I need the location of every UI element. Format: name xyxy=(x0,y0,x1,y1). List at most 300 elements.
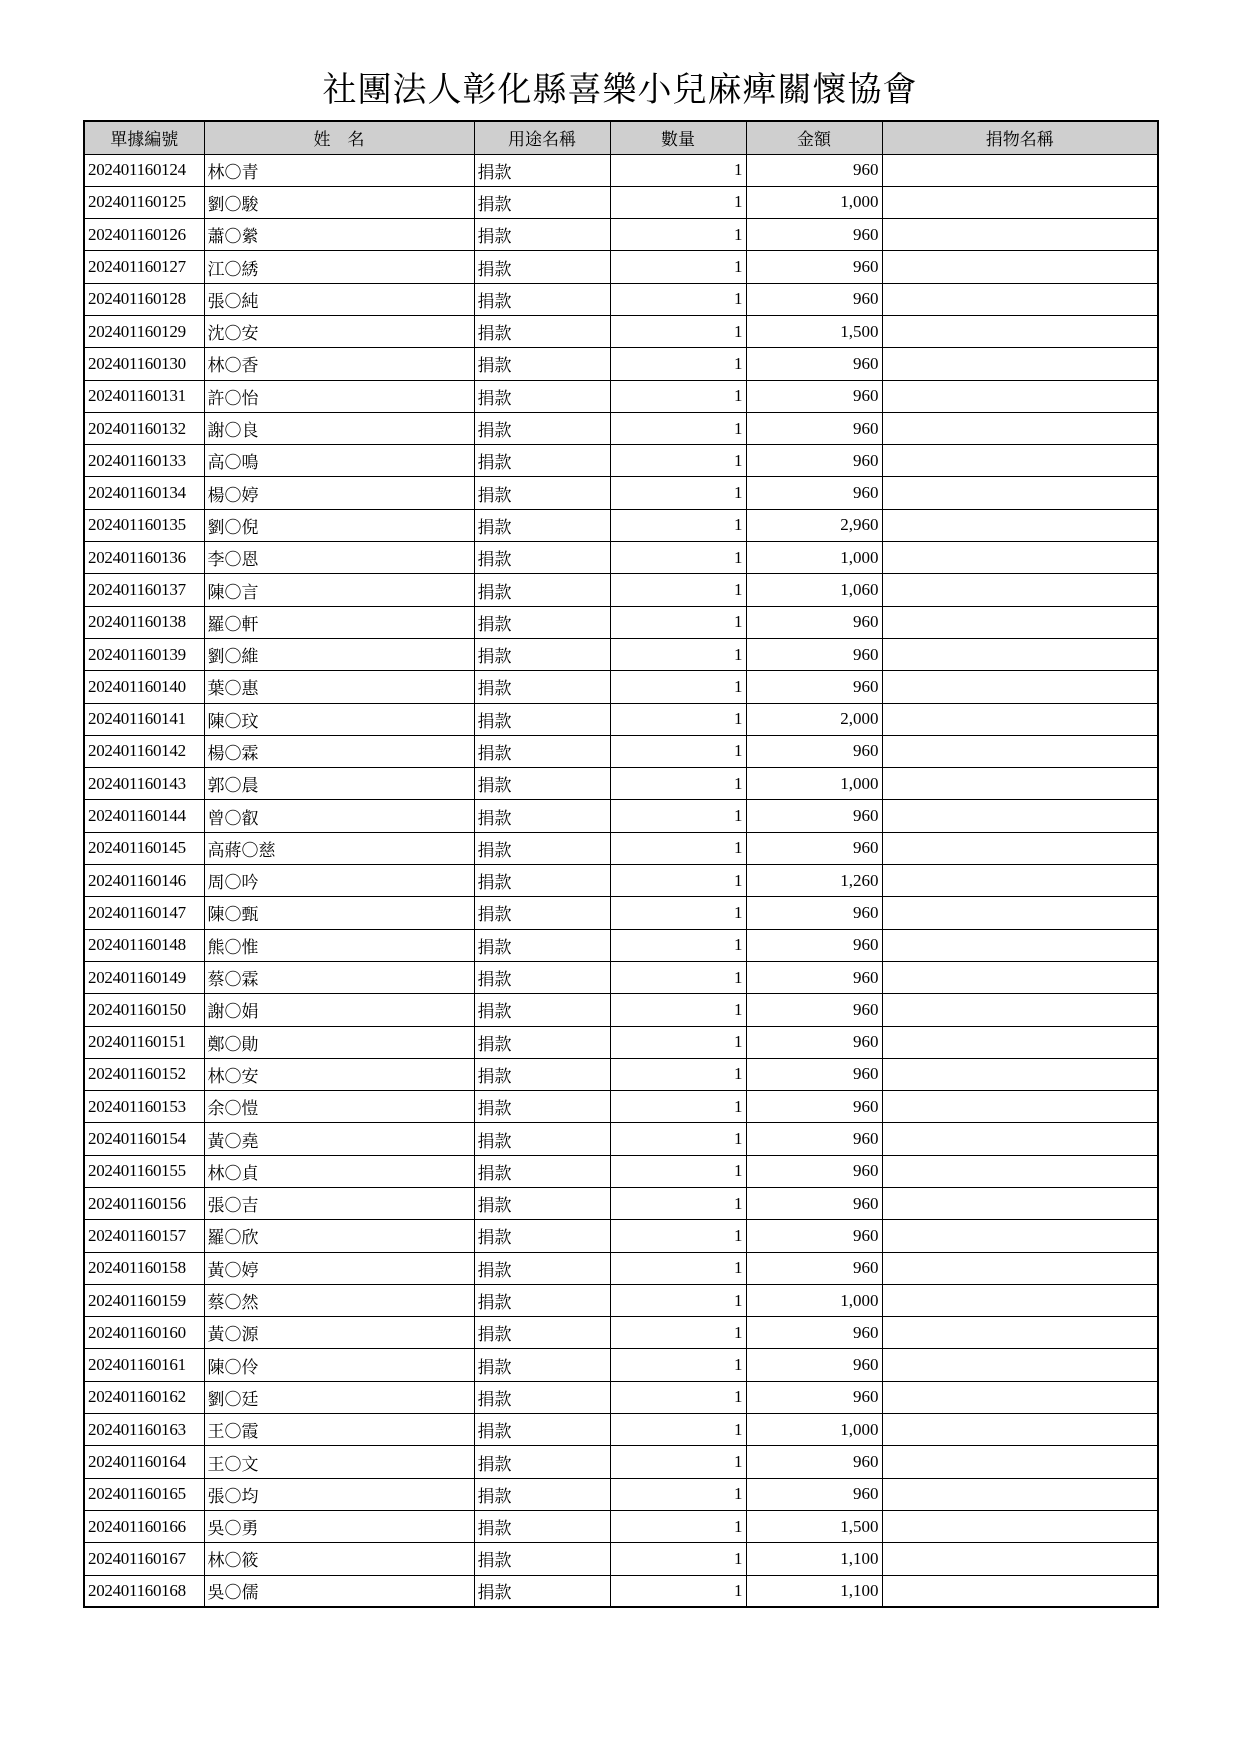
table-row xyxy=(84,1317,1158,1349)
donated-item-cell xyxy=(882,477,1158,509)
receipt-no-cell: 202401160139 xyxy=(84,638,204,670)
amount-cell: 960 xyxy=(746,219,882,251)
table-row xyxy=(84,1123,1158,1155)
amount-cell: 960 xyxy=(746,606,882,638)
amount-cell: 960 xyxy=(746,380,882,412)
table-row xyxy=(84,1091,1158,1123)
receipt-no-cell: 202401160152 xyxy=(84,1058,204,1090)
donor-name-cell: 余〇愷 xyxy=(204,1091,474,1123)
header-purpose: 用途名稱 xyxy=(474,121,610,154)
donated-item-cell xyxy=(882,1091,1158,1123)
amount-cell: 960 xyxy=(746,832,882,864)
receipt-no-cell: 202401160167 xyxy=(84,1543,204,1575)
quantity-cell: 1 xyxy=(610,283,746,315)
donor-name-cell: 郭〇晨 xyxy=(204,768,474,800)
header-donated-item: 捐物名稱 xyxy=(882,121,1158,154)
table-row xyxy=(84,219,1158,251)
receipt-no-cell: 202401160151 xyxy=(84,1026,204,1058)
receipt-no-cell: 202401160166 xyxy=(84,1510,204,1542)
quantity-cell: 1 xyxy=(610,832,746,864)
table-row xyxy=(84,1543,1158,1575)
table-row xyxy=(84,671,1158,703)
donated-item-cell xyxy=(882,1058,1158,1090)
amount-cell: 960 xyxy=(746,348,882,380)
purpose-cell: 捐款 xyxy=(474,154,610,186)
table-row xyxy=(84,606,1158,638)
donated-item-cell xyxy=(882,994,1158,1026)
amount-cell: 960 xyxy=(746,1381,882,1413)
quantity-cell: 1 xyxy=(610,1381,746,1413)
amount-cell: 960 xyxy=(746,1058,882,1090)
table-row xyxy=(84,994,1158,1026)
quantity-cell: 1 xyxy=(610,445,746,477)
purpose-cell: 捐款 xyxy=(474,994,610,1026)
donor-name-cell: 陳〇甄 xyxy=(204,897,474,929)
donated-item-cell xyxy=(882,509,1158,541)
receipt-no-cell: 202401160147 xyxy=(84,897,204,929)
amount-cell: 960 xyxy=(746,994,882,1026)
receipt-no-cell: 202401160144 xyxy=(84,800,204,832)
donated-item-cell xyxy=(882,1446,1158,1478)
receipt-no-cell: 202401160165 xyxy=(84,1478,204,1510)
table-row xyxy=(84,348,1158,380)
purpose-cell: 捐款 xyxy=(474,1284,610,1316)
donor-name-cell: 高〇鳴 xyxy=(204,445,474,477)
receipt-no-cell: 202401160145 xyxy=(84,832,204,864)
donated-item-cell xyxy=(882,542,1158,574)
purpose-cell: 捐款 xyxy=(474,865,610,897)
purpose-cell: 捐款 xyxy=(474,477,610,509)
purpose-cell: 捐款 xyxy=(474,1446,610,1478)
donated-item-cell xyxy=(882,348,1158,380)
amount-cell: 960 xyxy=(746,1123,882,1155)
purpose-cell: 捐款 xyxy=(474,542,610,574)
quantity-cell: 1 xyxy=(610,315,746,347)
amount-cell: 960 xyxy=(746,283,882,315)
donated-item-cell xyxy=(882,574,1158,606)
purpose-cell: 捐款 xyxy=(474,897,610,929)
donor-name-cell: 蔡〇然 xyxy=(204,1284,474,1316)
quantity-cell: 1 xyxy=(610,348,746,380)
donated-item-cell xyxy=(882,445,1158,477)
table-row xyxy=(84,380,1158,412)
donor-name-cell: 高蔣〇慈 xyxy=(204,832,474,864)
receipt-no-cell: 202401160143 xyxy=(84,768,204,800)
purpose-cell: 捐款 xyxy=(474,380,610,412)
donor-name-cell: 劉〇駿 xyxy=(204,186,474,218)
donor-name-cell: 陳〇玟 xyxy=(204,703,474,735)
donated-item-cell xyxy=(882,897,1158,929)
purpose-cell: 捐款 xyxy=(474,638,610,670)
table-row xyxy=(84,703,1158,735)
amount-cell: 960 xyxy=(746,1026,882,1058)
donor-name-cell: 楊〇婷 xyxy=(204,477,474,509)
quantity-cell: 1 xyxy=(610,606,746,638)
quantity-cell: 1 xyxy=(610,380,746,412)
amount-cell: 1,000 xyxy=(746,768,882,800)
quantity-cell: 1 xyxy=(610,1317,746,1349)
receipt-no-cell: 202401160137 xyxy=(84,574,204,606)
amount-cell: 2,000 xyxy=(746,703,882,735)
table-row xyxy=(84,1575,1158,1607)
donor-name-cell: 張〇純 xyxy=(204,283,474,315)
purpose-cell: 捐款 xyxy=(474,1414,610,1446)
amount-cell: 1,000 xyxy=(746,1414,882,1446)
quantity-cell: 1 xyxy=(610,735,746,767)
receipt-no-cell: 202401160168 xyxy=(84,1575,204,1607)
quantity-cell: 1 xyxy=(610,1026,746,1058)
donated-item-cell xyxy=(882,735,1158,767)
purpose-cell: 捐款 xyxy=(474,315,610,347)
quantity-cell: 1 xyxy=(610,1091,746,1123)
donated-item-cell xyxy=(882,606,1158,638)
receipt-no-cell: 202401160149 xyxy=(84,961,204,993)
amount-cell: 960 xyxy=(746,1317,882,1349)
amount-cell: 1,100 xyxy=(746,1543,882,1575)
table-header-row xyxy=(84,121,1158,154)
quantity-cell: 1 xyxy=(610,768,746,800)
donor-name-cell: 張〇均 xyxy=(204,1478,474,1510)
quantity-cell: 1 xyxy=(610,542,746,574)
donated-item-cell xyxy=(882,703,1158,735)
amount-cell: 960 xyxy=(746,154,882,186)
amount-cell: 1,100 xyxy=(746,1575,882,1607)
donor-name-cell: 江〇綉 xyxy=(204,251,474,283)
amount-cell: 960 xyxy=(746,800,882,832)
donor-name-cell: 吳〇儒 xyxy=(204,1575,474,1607)
purpose-cell: 捐款 xyxy=(474,1026,610,1058)
purpose-cell: 捐款 xyxy=(474,1220,610,1252)
quantity-cell: 1 xyxy=(610,1575,746,1607)
amount-cell: 1,500 xyxy=(746,315,882,347)
table-row xyxy=(84,897,1158,929)
header-receipt-no: 單據編號 xyxy=(84,121,204,154)
purpose-cell: 捐款 xyxy=(474,1091,610,1123)
purpose-cell: 捐款 xyxy=(474,1123,610,1155)
quantity-cell: 1 xyxy=(610,703,746,735)
donated-item-cell xyxy=(882,251,1158,283)
donated-item-cell xyxy=(882,832,1158,864)
donor-name-cell: 黃〇源 xyxy=(204,1317,474,1349)
quantity-cell: 1 xyxy=(610,574,746,606)
quantity-cell: 1 xyxy=(610,1188,746,1220)
donor-name-cell: 陳〇伶 xyxy=(204,1349,474,1381)
purpose-cell: 捐款 xyxy=(474,929,610,961)
receipt-no-cell: 202401160154 xyxy=(84,1123,204,1155)
table-row xyxy=(84,1220,1158,1252)
table-row xyxy=(84,574,1158,606)
purpose-cell: 捐款 xyxy=(474,735,610,767)
amount-cell: 960 xyxy=(746,1478,882,1510)
receipt-no-cell: 202401160156 xyxy=(84,1188,204,1220)
header-quantity: 數量 xyxy=(610,121,746,154)
purpose-cell: 捐款 xyxy=(474,768,610,800)
donated-item-cell xyxy=(882,1026,1158,1058)
receipt-no-cell: 202401160162 xyxy=(84,1381,204,1413)
quantity-cell: 1 xyxy=(610,509,746,541)
donated-item-cell xyxy=(882,1220,1158,1252)
quantity-cell: 1 xyxy=(610,865,746,897)
table-row xyxy=(84,251,1158,283)
receipt-no-cell: 202401160153 xyxy=(84,1091,204,1123)
donated-item-cell xyxy=(882,1543,1158,1575)
donor-name-cell: 曾〇叡 xyxy=(204,800,474,832)
quantity-cell: 1 xyxy=(610,1543,746,1575)
donor-name-cell: 羅〇軒 xyxy=(204,606,474,638)
quantity-cell: 1 xyxy=(610,1058,746,1090)
purpose-cell: 捐款 xyxy=(474,1575,610,1607)
receipt-no-cell: 202401160141 xyxy=(84,703,204,735)
receipt-no-cell: 202401160155 xyxy=(84,1155,204,1187)
donor-name-cell: 熊〇惟 xyxy=(204,929,474,961)
donor-name-cell: 謝〇娟 xyxy=(204,994,474,1026)
donor-name-cell: 黃〇堯 xyxy=(204,1123,474,1155)
donated-item-cell xyxy=(882,1188,1158,1220)
quantity-cell: 1 xyxy=(610,929,746,961)
donated-item-cell xyxy=(882,1123,1158,1155)
table-row xyxy=(84,1026,1158,1058)
purpose-cell: 捐款 xyxy=(474,412,610,444)
quantity-cell: 1 xyxy=(610,994,746,1026)
table-row xyxy=(84,1155,1158,1187)
receipt-no-cell: 202401160130 xyxy=(84,348,204,380)
receipt-no-cell: 202401160125 xyxy=(84,186,204,218)
table-row xyxy=(84,445,1158,477)
donor-name-cell: 林〇青 xyxy=(204,154,474,186)
quantity-cell: 1 xyxy=(610,412,746,444)
donated-item-cell xyxy=(882,929,1158,961)
donor-name-cell: 林〇貞 xyxy=(204,1155,474,1187)
receipt-no-cell: 202401160142 xyxy=(84,735,204,767)
donated-item-cell xyxy=(882,671,1158,703)
purpose-cell: 捐款 xyxy=(474,1478,610,1510)
donated-item-cell xyxy=(882,1414,1158,1446)
quantity-cell: 1 xyxy=(610,1220,746,1252)
receipt-no-cell: 202401160150 xyxy=(84,994,204,1026)
donated-item-cell xyxy=(882,961,1158,993)
table-body xyxy=(84,154,1158,1607)
table-row xyxy=(84,1510,1158,1542)
quantity-cell: 1 xyxy=(610,154,746,186)
quantity-cell: 1 xyxy=(610,1446,746,1478)
purpose-cell: 捐款 xyxy=(474,703,610,735)
purpose-cell: 捐款 xyxy=(474,445,610,477)
purpose-cell: 捐款 xyxy=(474,1381,610,1413)
purpose-cell: 捐款 xyxy=(474,1188,610,1220)
receipt-no-cell: 202401160146 xyxy=(84,865,204,897)
amount-cell: 960 xyxy=(746,412,882,444)
donor-name-cell: 羅〇欣 xyxy=(204,1220,474,1252)
donated-item-cell xyxy=(882,283,1158,315)
donated-item-cell xyxy=(882,800,1158,832)
purpose-cell: 捐款 xyxy=(474,832,610,864)
table-row xyxy=(84,800,1158,832)
table-row xyxy=(84,1446,1158,1478)
donated-item-cell xyxy=(882,186,1158,218)
amount-cell: 960 xyxy=(746,445,882,477)
purpose-cell: 捐款 xyxy=(474,961,610,993)
table-row xyxy=(84,1252,1158,1284)
document-title: 社團法人彰化縣喜樂小兒麻痺關懷協會 xyxy=(322,70,918,110)
amount-cell: 1,500 xyxy=(746,1510,882,1542)
quantity-cell: 1 xyxy=(610,1284,746,1316)
table-row xyxy=(84,542,1158,574)
amount-cell: 960 xyxy=(746,671,882,703)
quantity-cell: 1 xyxy=(610,638,746,670)
donated-item-cell xyxy=(882,1478,1158,1510)
amount-cell: 960 xyxy=(746,1252,882,1284)
donation-table xyxy=(83,120,1159,1608)
table-row xyxy=(84,412,1158,444)
receipt-no-cell: 202401160161 xyxy=(84,1349,204,1381)
donor-name-cell: 葉〇惠 xyxy=(204,671,474,703)
purpose-cell: 捐款 xyxy=(474,1252,610,1284)
receipt-no-cell: 202401160135 xyxy=(84,509,204,541)
donor-name-cell: 鄭〇勛 xyxy=(204,1026,474,1058)
purpose-cell: 捐款 xyxy=(474,1543,610,1575)
donated-item-cell xyxy=(882,1381,1158,1413)
purpose-cell: 捐款 xyxy=(474,1349,610,1381)
amount-cell: 1,000 xyxy=(746,186,882,218)
table-row xyxy=(84,283,1158,315)
amount-cell: 2,960 xyxy=(746,509,882,541)
table-row xyxy=(84,638,1158,670)
receipt-no-cell: 202401160132 xyxy=(84,412,204,444)
purpose-cell: 捐款 xyxy=(474,186,610,218)
amount-cell: 960 xyxy=(746,477,882,509)
quantity-cell: 1 xyxy=(610,1414,746,1446)
quantity-cell: 1 xyxy=(610,219,746,251)
table-row xyxy=(84,961,1158,993)
donor-name-cell: 周〇吟 xyxy=(204,865,474,897)
purpose-cell: 捐款 xyxy=(474,606,610,638)
donor-name-cell: 吳〇勇 xyxy=(204,1510,474,1542)
amount-cell: 1,000 xyxy=(746,1284,882,1316)
quantity-cell: 1 xyxy=(610,1252,746,1284)
table-row xyxy=(84,186,1158,218)
quantity-cell: 1 xyxy=(610,1349,746,1381)
donor-name-cell: 張〇吉 xyxy=(204,1188,474,1220)
table-row xyxy=(84,1478,1158,1510)
donor-name-cell: 王〇文 xyxy=(204,1446,474,1478)
table-row xyxy=(84,1349,1158,1381)
donated-item-cell xyxy=(882,638,1158,670)
receipt-no-cell: 202401160140 xyxy=(84,671,204,703)
donated-item-cell xyxy=(882,1575,1158,1607)
amount-cell: 960 xyxy=(746,1349,882,1381)
donor-name-cell: 蕭〇縈 xyxy=(204,219,474,251)
receipt-no-cell: 202401160163 xyxy=(84,1414,204,1446)
donated-item-cell xyxy=(882,154,1158,186)
receipt-no-cell: 202401160164 xyxy=(84,1446,204,1478)
receipt-no-cell: 202401160158 xyxy=(84,1252,204,1284)
amount-cell: 960 xyxy=(746,961,882,993)
table-row xyxy=(84,832,1158,864)
receipt-no-cell: 202401160124 xyxy=(84,154,204,186)
quantity-cell: 1 xyxy=(610,1155,746,1187)
amount-cell: 960 xyxy=(746,1220,882,1252)
donor-name-cell: 許〇怡 xyxy=(204,380,474,412)
donor-name-cell: 劉〇倪 xyxy=(204,509,474,541)
purpose-cell: 捐款 xyxy=(474,348,610,380)
quantity-cell: 1 xyxy=(610,897,746,929)
amount-cell: 960 xyxy=(746,897,882,929)
donated-item-cell xyxy=(882,865,1158,897)
donated-item-cell xyxy=(882,1155,1158,1187)
receipt-no-cell: 202401160148 xyxy=(84,929,204,961)
amount-cell: 960 xyxy=(746,929,882,961)
quantity-cell: 1 xyxy=(610,671,746,703)
receipt-no-cell: 202401160160 xyxy=(84,1317,204,1349)
donated-item-cell xyxy=(882,1349,1158,1381)
table-row xyxy=(84,509,1158,541)
receipt-no-cell: 202401160157 xyxy=(84,1220,204,1252)
donated-item-cell xyxy=(882,315,1158,347)
donor-name-cell: 林〇香 xyxy=(204,348,474,380)
donor-name-cell: 沈〇安 xyxy=(204,315,474,347)
purpose-cell: 捐款 xyxy=(474,574,610,606)
receipt-no-cell: 202401160128 xyxy=(84,283,204,315)
amount-cell: 960 xyxy=(746,1446,882,1478)
purpose-cell: 捐款 xyxy=(474,1155,610,1187)
donated-item-cell xyxy=(882,1252,1158,1284)
donated-item-cell xyxy=(882,1510,1158,1542)
donor-name-cell: 蔡〇霖 xyxy=(204,961,474,993)
donated-item-cell xyxy=(882,768,1158,800)
donor-name-cell: 劉〇廷 xyxy=(204,1381,474,1413)
table-row xyxy=(84,1414,1158,1446)
donor-name-cell: 林〇安 xyxy=(204,1058,474,1090)
quantity-cell: 1 xyxy=(610,800,746,832)
donated-item-cell xyxy=(882,1317,1158,1349)
donated-item-cell xyxy=(882,219,1158,251)
receipt-no-cell: 202401160136 xyxy=(84,542,204,574)
quantity-cell: 1 xyxy=(610,251,746,283)
quantity-cell: 1 xyxy=(610,1478,746,1510)
purpose-cell: 捐款 xyxy=(474,1317,610,1349)
donor-name-cell: 林〇筱 xyxy=(204,1543,474,1575)
receipt-no-cell: 202401160133 xyxy=(84,445,204,477)
donated-item-cell xyxy=(882,412,1158,444)
receipt-no-cell: 202401160127 xyxy=(84,251,204,283)
amount-cell: 960 xyxy=(746,1188,882,1220)
receipt-no-cell: 202401160134 xyxy=(84,477,204,509)
table-row xyxy=(84,768,1158,800)
table-row xyxy=(84,477,1158,509)
amount-cell: 1,260 xyxy=(746,865,882,897)
amount-cell: 960 xyxy=(746,638,882,670)
quantity-cell: 1 xyxy=(610,186,746,218)
donor-name-cell: 劉〇維 xyxy=(204,638,474,670)
purpose-cell: 捐款 xyxy=(474,283,610,315)
table-row xyxy=(84,1058,1158,1090)
purpose-cell: 捐款 xyxy=(474,800,610,832)
purpose-cell: 捐款 xyxy=(474,251,610,283)
purpose-cell: 捐款 xyxy=(474,1510,610,1542)
purpose-cell: 捐款 xyxy=(474,509,610,541)
receipt-no-cell: 202401160126 xyxy=(84,219,204,251)
table-row xyxy=(84,154,1158,186)
header-amount: 金額 xyxy=(746,121,882,154)
receipt-no-cell: 202401160138 xyxy=(84,606,204,638)
quantity-cell: 1 xyxy=(610,961,746,993)
amount-cell: 960 xyxy=(746,1155,882,1187)
purpose-cell: 捐款 xyxy=(474,671,610,703)
receipt-no-cell: 202401160129 xyxy=(84,315,204,347)
amount-cell: 1,000 xyxy=(746,542,882,574)
table-row xyxy=(84,1284,1158,1316)
donor-name-cell: 王〇霞 xyxy=(204,1414,474,1446)
